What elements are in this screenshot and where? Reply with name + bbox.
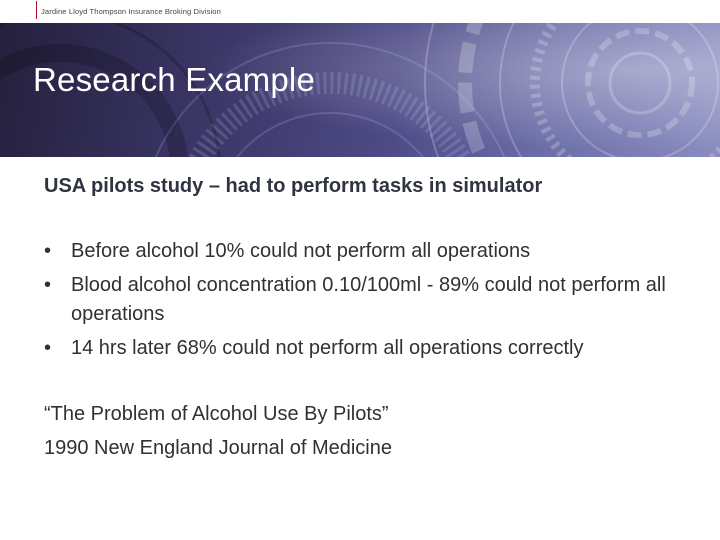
bullet-icon: • [44, 274, 52, 296]
reference-source: 1990 New England Journal of Medicine [44, 437, 392, 459]
slide-content [44, 170, 694, 465]
title-banner [0, 23, 720, 157]
list-item [44, 237, 694, 266]
company-name: Jardine Lloyd Thompson Insurance Broking Division [41, 7, 221, 16]
accent-line [36, 1, 37, 19]
finding-text: 14 hrs later 68% could not perform all operations correctly [71, 337, 584, 359]
top-strip [0, 0, 720, 22]
reference-block [44, 397, 694, 465]
slide-title: Research Example [33, 61, 315, 98]
finding-text: Before alcohol 10% could not perform all operations [71, 240, 531, 262]
study-subtitle: USA pilots study – had to perform tasks in simulator [44, 175, 543, 197]
reference-title: “The Problem of Alcohol Use By Pilots” [44, 403, 389, 425]
finding-text: Blood alcohol concentration 0.10/100ml - 89% could not perform all operations [71, 274, 666, 325]
bullet-icon: • [44, 240, 52, 262]
bullet-icon: • [44, 337, 52, 359]
list-item [44, 271, 694, 329]
list-item [44, 334, 694, 363]
findings-list [44, 237, 694, 363]
